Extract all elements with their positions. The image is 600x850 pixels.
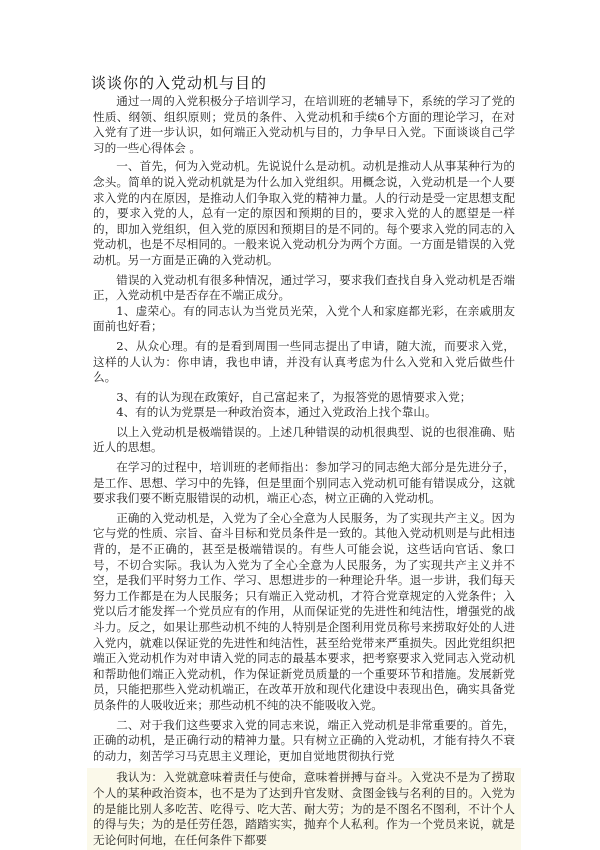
paragraph-intro: 通过一周的入党积极分子培训学习，在培训班的老辅导下，系统的学习了党的性质、纲领、组织原则；党员的条件、入党动机和手续6个方面的理论学习，在对入党有了进一步认识，如何端正入党动机与目的，力争早日入党。下面谈谈自己学习的一些心得体会 。: [93, 94, 515, 155]
paragraph-personal-view: 我认为：入党就意味着责任与使命，意味着拼搏与奋斗。入党决不是为了捞取个人的某种政治资本，也不是为了达到升官发财、贪图金钱与名利的目的。入党为的是能比别人多吃苦、吃得亏、吃大苦、耐大劳；为的是不图名不图利，不计个人的得与失；为的是任劳任怨，踏踏实实，抛弃个人私利。作为一个党员来说，就是无论何时何地，在任何条件下都要: [87, 768, 521, 850]
document-page: [93, 74, 515, 850]
list-item-political-capital: 4、有的认为党票是一种政治资本，通过入党政治上找个靠山。: [116, 405, 437, 420]
paragraph-section-one: 一、首先，何为入党动机。先说说什么是动机。动机是推动人从事某种行为的念头。简单的说入党动机就是为什么加入党组织。用概念说，入党动机是一个人要求入党的内在原因，是推动人们争取入党的精神力量。人的行动是受一定思想支配的，要求入党的人，总有一定的原因和预期的目的，要求入党的人的愿望是一样的，即加入党组织，但入党的原因和预期目的是不同的。每个要求入党的同志的入党动机，也是不尽相同的。一般来说入党动机分为两个方面。一方面是错误的入党动机。另一方面是正确的入党动机。: [93, 159, 515, 267]
paragraph-teacher-note: 在学习的过程中，培训班的老师指出：参加学习的同志绝大部分是先进分子，是工作、思想、学习中的先锋，但是里面个别同志入党动机可能有错误成分，这就要求我们要不断克服错误的动机，端正心态，树立正确的入党动机。: [93, 460, 515, 506]
document-title: 谈谈你的入党动机与目的: [91, 74, 268, 92]
paragraph-correct-motive: 正确的入党动机是，入党为了全心全意为人民服务，为了实现共产主义。因为它与党的性质、宗旨、奋斗目标和党员条件是一致的。其他入党动机则是与此相违背的，是不正确的，甚至是极端错误的。有些人可能会说，这些话向官话、象口号，不切合实际。我认为入党为了全心全意为人民服务，为了实现共产主义并不空，是我们平时努力工作、学习、思想进步的一种理论升华。退一步讲，我们每天努力工作都是在为人民服务；只有端正入党动机，才符合党章规定的入党条件；入党以后才能发挥一个党员应有的作用，从而保证党的先进性和纯洁性，增强党的战斗力。反之，如果让那些动机不纯的人特别是企图利用党员称号来捞取好处的人进入党内，就难以保证党的先进性和纯洁性，甚至给党带来严重损失。因此党组织把端正入党动机作为对申请入党的同志的最基本要求，把考察要求入党同志入党动机和帮助他们端正入党动机，作为保证新党员质量的一个重要环节和措施。发展新党员，只能把那些入党动机端正，在改革开放和现代化建设中表现出色，确实具备党员条件的人吸收近来；那些动机不纯的决不能吸收入党。: [93, 510, 515, 712]
paragraph-section-two: 二、对于我们这些要求入党的同志来说，端正入党动机是非常重要的。首先，正确的动机，是正确行动的精神力量。只有树立正确的入党动机，才能有持久不衰的动力，刻苦学习马克思主义理论，更加自觉地贯彻执行党: [93, 717, 515, 763]
list-item-conformity: 2、从众心理。有的是看到周围一些同志提出了申请，随大流，而要求入党，这样的人认为：你申请，我也申请，并没有认真考虑为什么入党和入党后做些什么。: [93, 338, 515, 385]
paragraph-summary-wrong: 以上入党动机是极端错误的。上述几种错误的动机很典型、说的也很准确、贴近人的思想。: [93, 424, 515, 455]
list-item-vanity: 1、虚荣心。有的同志认为当党员光荣，入党个人和家庭都光彩，在亲戚朋友面前也好看；: [93, 303, 515, 334]
list-item-gratitude: 3、有的认为现在政策好，自己富起来了，为报答党的恩情要求入党；: [116, 389, 472, 404]
paragraph-wrong-motives: 错误的入党动机有很多种情况，通过学习，要求我们查找自身入党动机是否端正，入党动机中是否存在不端正成分。: [93, 272, 515, 303]
